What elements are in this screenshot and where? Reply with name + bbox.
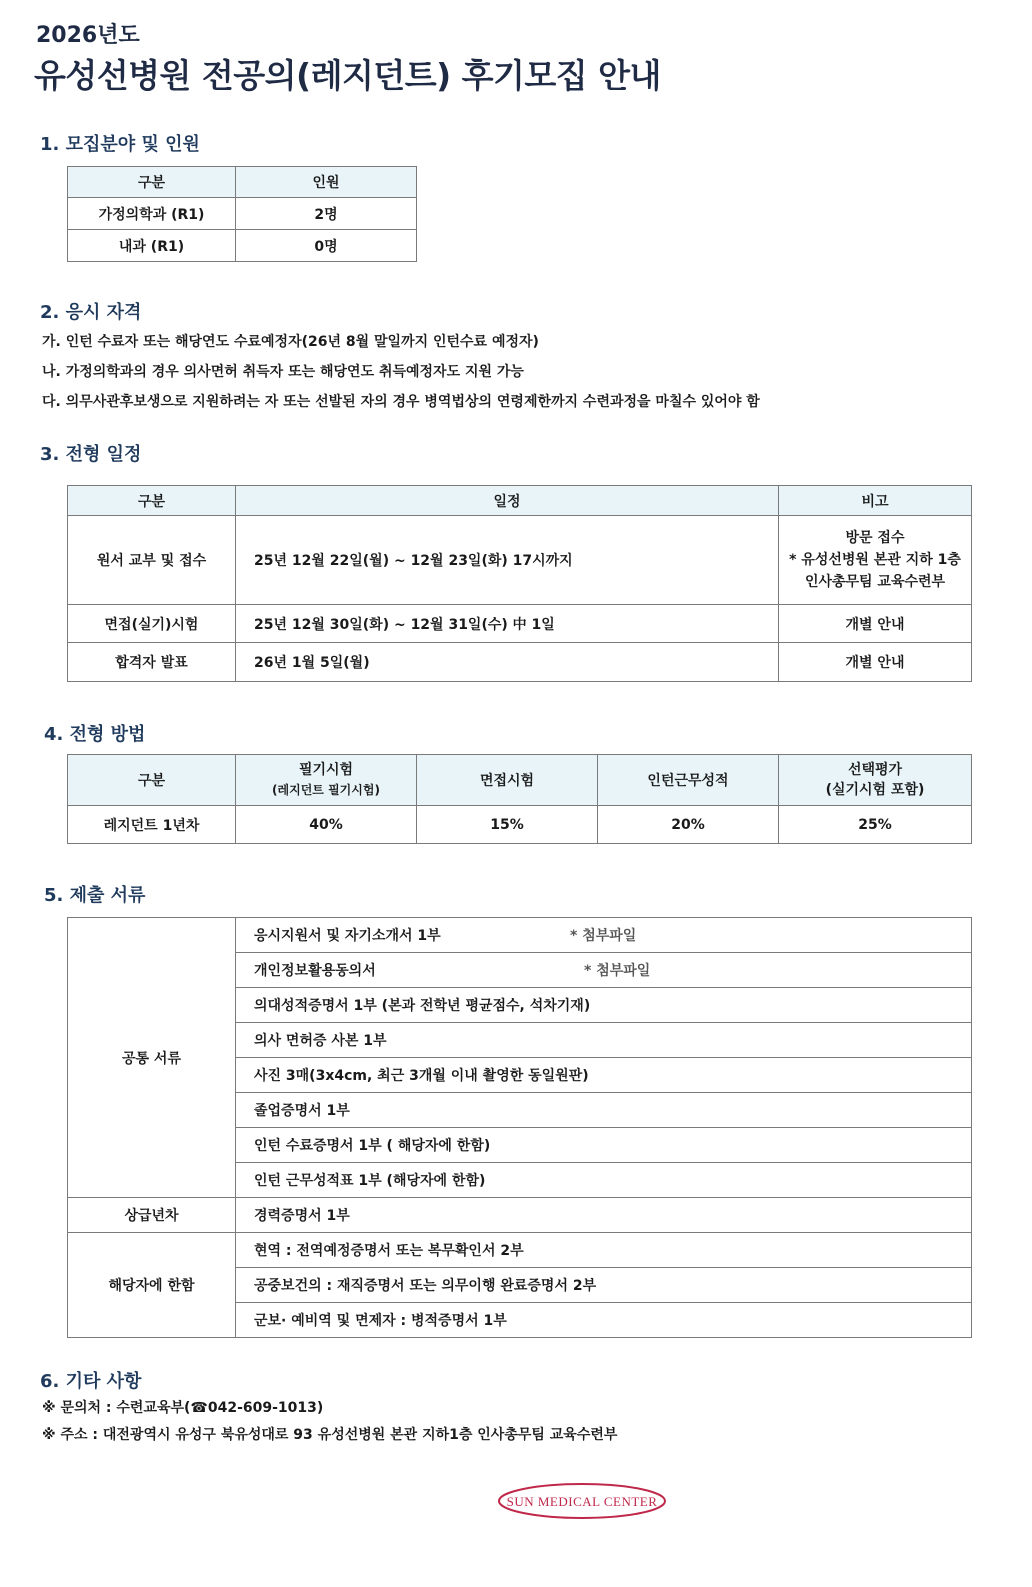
col-header-remarks: 비고	[779, 486, 972, 516]
col-header-category: 구분	[68, 486, 236, 516]
schedule-note	[779, 516, 972, 605]
note-line: 인사총무팀 교육수련부	[804, 574, 946, 590]
schedule-date: 26년 1월 5일(월)	[236, 643, 779, 682]
eval-elective: 25%	[779, 806, 972, 844]
section-5-heading: 5. 제출 서류	[44, 885, 146, 906]
table-row	[68, 918, 972, 953]
col-header-interview: 면접시험	[417, 755, 598, 806]
eligibility-line-2: 나. 가정의학과의 경우 의사면허 취득자 또는 해당연도 취득예정자도 지원 가능	[42, 364, 524, 380]
evaluation-table	[67, 754, 972, 844]
section-2-heading: 2. 응시 자격	[40, 302, 142, 323]
col-header-count: 인원	[236, 167, 417, 198]
doc-item: 의사 면허증 사본 1부	[236, 1023, 972, 1058]
section-6-heading: 6. 기타 사항	[40, 1371, 142, 1392]
table-row	[68, 198, 417, 230]
doc-item	[236, 918, 972, 953]
elective-sub: (실기시험 포함)	[825, 782, 925, 798]
doc-item: 공중보건의 : 재직증명서 또는 의무이행 완료증명서 2부	[236, 1268, 972, 1303]
doc-item-note: * 첨부파일	[584, 963, 651, 979]
section-4-heading: 4. 전형 방법	[44, 724, 146, 745]
col-header-category: 구분	[68, 755, 236, 806]
written-exam-sub: (레지던트 필기시험)	[272, 783, 380, 797]
doc-item-note: * 첨부파일	[570, 928, 637, 944]
eval-written: 40%	[236, 806, 417, 844]
doc-item: 사진 3매(3x4cm, 최근 3개월 이내 촬영한 동일원판)	[236, 1058, 972, 1093]
year-label: 2026년도	[36, 23, 140, 48]
contact-line: ※ 문의처 : 수련교육부(☎042-609-1013)	[42, 1400, 324, 1416]
schedule-label: 원서 교부 및 접수	[68, 516, 236, 605]
schedule-table	[67, 485, 972, 682]
eligibility-line-3: 다. 의무사관후보생으로 지원하려는 자 또는 선발된 자의 경우 병역법상의 연령제한까지 수련과정을 마칠수 있어야 함	[42, 394, 760, 410]
doc-item: 인턴 수료증명서 1부 ( 해당자에 한함)	[236, 1128, 972, 1163]
doc-group-applicable: 해당자에 한함	[68, 1233, 236, 1338]
elective-label: 선택평가	[847, 762, 903, 778]
count-cell: 0명	[236, 230, 417, 262]
col-header-written-exam	[236, 755, 417, 806]
table-row	[68, 230, 417, 262]
table-row	[68, 516, 972, 605]
doc-group-senior: 상급년차	[68, 1198, 236, 1233]
eligibility-line-1: 가. 인턴 수료자 또는 해당연도 수료예정자(26년 8월 말일까지 인턴수료 예정자)	[42, 334, 539, 350]
doc-item: 의대성적증명서 1부 (본과 전학년 평균점수, 석차기재)	[236, 988, 972, 1023]
col-header-elective	[779, 755, 972, 806]
doc-item: 군보· 예비역 및 면제자 : 병적증명서 1부	[236, 1303, 972, 1338]
eval-label: 레지던트 1년차	[68, 806, 236, 844]
col-header-intern-record: 인턴근무성적	[598, 755, 779, 806]
schedule-date: 25년 12월 30일(화) ~ 12월 31일(수) 中 1일	[236, 605, 779, 643]
dept-cell: 내과 (R1)	[68, 230, 236, 262]
doc-item-text: 개인정보활용동의서	[254, 963, 376, 979]
eval-interview: 15%	[417, 806, 598, 844]
table-row	[68, 1198, 972, 1233]
schedule-label: 면접(실기)시험	[68, 605, 236, 643]
table-row	[68, 643, 972, 682]
eval-intern: 20%	[598, 806, 779, 844]
documents-table	[67, 917, 972, 1338]
doc-group-common: 공통 서류	[68, 918, 236, 1198]
schedule-note: 개별 안내	[779, 605, 972, 643]
col-header-schedule: 일정	[236, 486, 779, 516]
written-exam-label: 필기시험	[298, 762, 354, 778]
doc-item: 졸업증명서 1부	[236, 1093, 972, 1128]
schedule-note: 개별 안내	[779, 643, 972, 682]
col-header-category: 구분	[68, 167, 236, 198]
count-cell: 2명	[236, 198, 417, 230]
table-row	[68, 1233, 972, 1268]
table-row	[68, 605, 972, 643]
doc-item: 인턴 근무성적표 1부 (해당자에 한함)	[236, 1163, 972, 1198]
doc-item: 현역 : 전역예정증명서 또는 복무확인서 2부	[236, 1233, 972, 1268]
page-title: 유성선병원 전공의(레지던트) 후기모집 안내	[34, 56, 661, 95]
section-3-heading: 3. 전형 일정	[40, 444, 142, 465]
table-row	[68, 806, 972, 844]
section-1-heading: 1. 모집분야 및 인원	[40, 134, 200, 155]
note-line: * 유성선병원 본관 지하 1층	[789, 552, 961, 568]
doc-item	[236, 953, 972, 988]
note-line: 방문 접수	[845, 530, 905, 546]
recruitment-table	[67, 166, 417, 262]
schedule-label: 합격자 발표	[68, 643, 236, 682]
dept-cell: 가정의학과 (R1)	[68, 198, 236, 230]
doc-item-text: 응시지원서 및 자기소개서 1부	[254, 928, 441, 944]
svg-text:SUN MEDICAL CENTER: SUN MEDICAL CENTER	[506, 1494, 658, 1509]
doc-item: 경력증명서 1부	[236, 1198, 972, 1233]
schedule-date: 25년 12월 22일(월) ~ 12월 23일(화) 17시까지	[236, 516, 779, 605]
sun-medical-center-logo	[497, 1482, 667, 1520]
address-line: ※ 주소 : 대전광역시 유성구 북유성대로 93 유성선병원 본관 지하1층 인사총무팀 교육수련부	[42, 1427, 618, 1443]
